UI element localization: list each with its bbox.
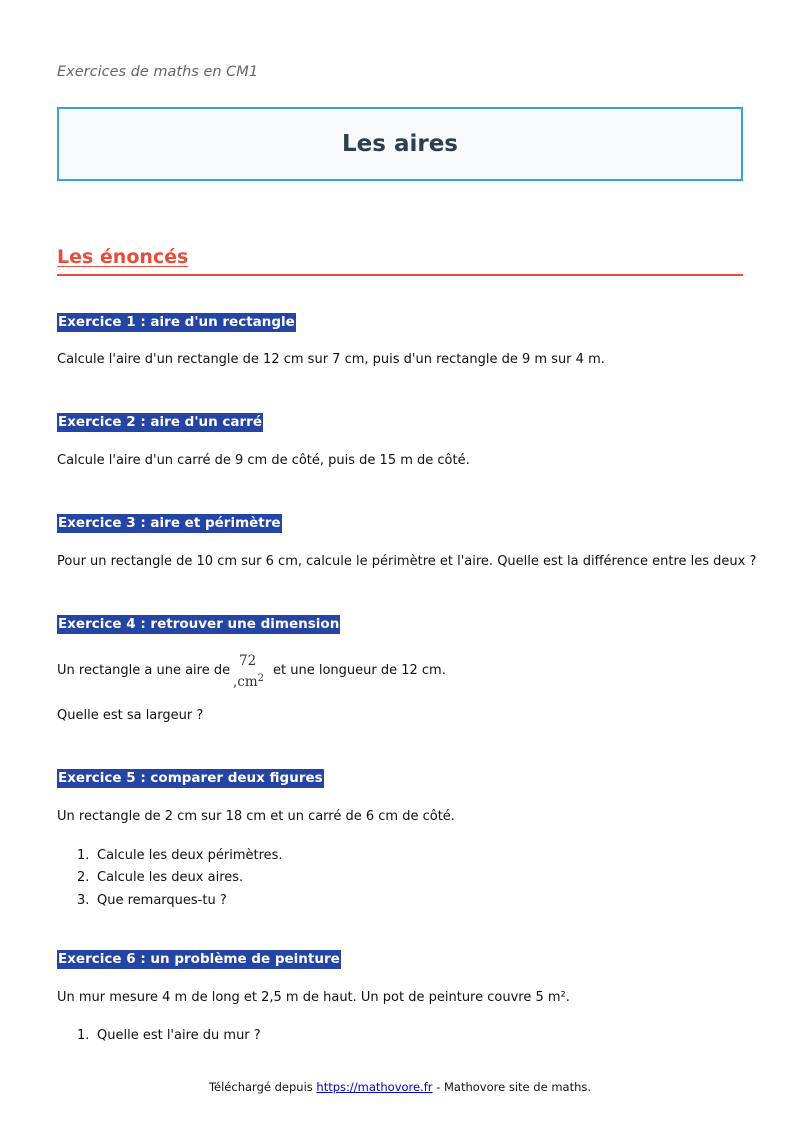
list-item: 1. Calcule les deux périmètres. <box>77 848 283 863</box>
exercise-3-text: Pour un rectangle de 10 cm sur 6 cm, calcule le périmètre et l'aire. Quelle est la différence entre les deux ? <box>57 554 757 569</box>
page-footer <box>0 1080 800 1094</box>
exercise-2-text: Calcule l'aire d'un carré de 9 cm de côté, puis de 15 m de côté. <box>57 453 470 468</box>
document-page <box>57 0 757 1132</box>
footer-suffix: - Mathovore site de maths. <box>436 1080 592 1094</box>
list-item: 1. Quelle est l'aire du mur ? <box>77 1028 261 1043</box>
exercise-6-title: Exercice 6 : un problème de peinture <box>58 951 340 967</box>
exercise-4-title: Exercice 4 : retrouver une dimension <box>58 616 340 632</box>
exercise-4-question: Quelle est sa largeur ? <box>57 708 204 723</box>
list-item: 2. Calcule les deux aires. <box>77 870 244 885</box>
exercise-2-title: Exercice 2 : aire d'un carré <box>58 414 262 430</box>
area-formula <box>233 653 273 691</box>
footer-prefix: Téléchargé depuis <box>208 1080 313 1094</box>
exercise-4-text <box>57 653 743 690</box>
formula-value: 72 <box>239 653 257 669</box>
footer-link[interactable]: https://mathovore.fr <box>316 1080 433 1094</box>
exercise-5-text: Un rectangle de 2 cm sur 18 cm et un carré de 6 cm de côté. <box>57 809 455 824</box>
formula-unit: $,cm^2$ <box>233 673 265 690</box>
exercise-1-text: Calcule l'aire d'un rectangle de 12 cm sur 7 cm, puis d'un rectangle de 9 m sur 4 m. <box>57 352 605 367</box>
exercise-1-title: Exercice 1 : aire d'un rectangle <box>58 314 295 330</box>
section-title: Les énoncés <box>57 246 189 268</box>
exercise-4-text-before: Un rectangle a une aire de <box>57 663 231 678</box>
title-box <box>57 107 743 181</box>
exercise-5-title: Exercice 5 : comparer deux figures <box>58 770 323 786</box>
section-divider <box>57 274 743 276</box>
exercise-6-text: Un mur mesure 4 m de long et 2,5 m de haut. Un pot de peinture couvre 5 m². <box>57 990 570 1005</box>
exercise-3-title: Exercice 3 : aire et périmètre <box>58 515 281 531</box>
list-item: 3. Que remarques-tu ? <box>77 893 227 908</box>
exercise-4-text-after: et une longueur de 12 cm. <box>273 663 446 678</box>
page-title: Les aires <box>342 131 458 157</box>
formula-exponent: 2 <box>257 673 265 684</box>
page-subtitle: Exercices de maths en CM1 <box>57 64 259 80</box>
